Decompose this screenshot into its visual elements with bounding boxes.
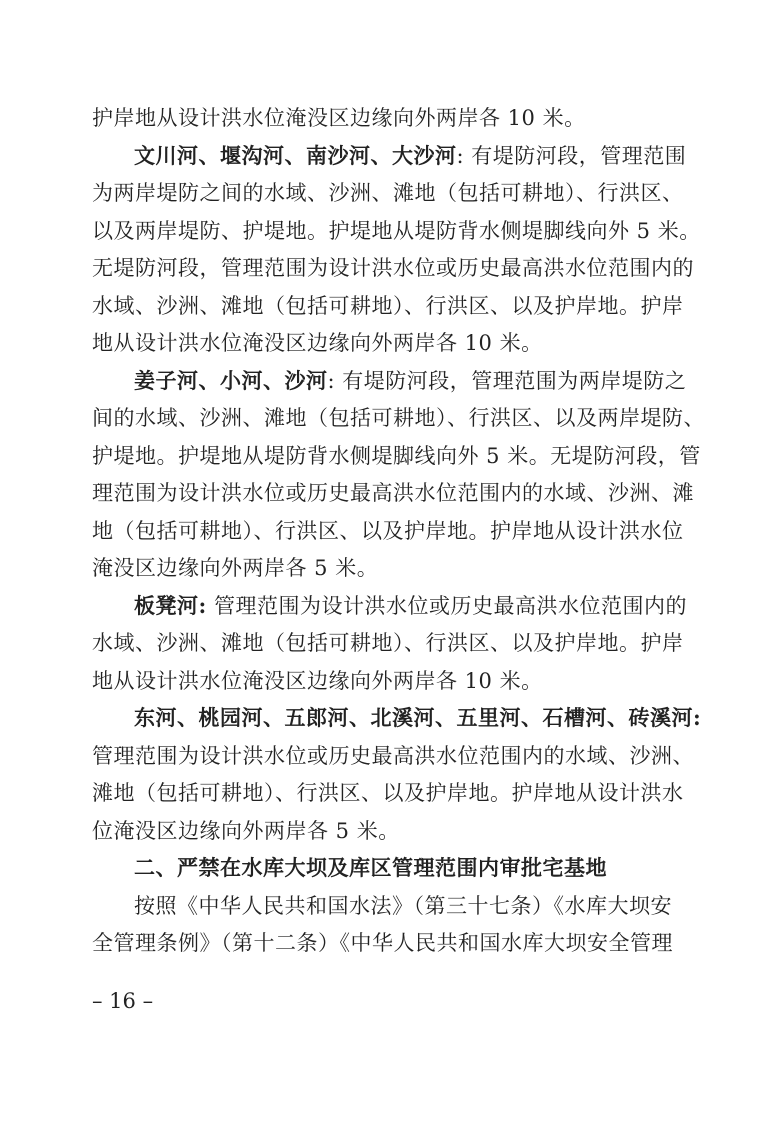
text-line: 理范围为设计洪水位或历史最高洪水位范围内的水域、沙洲、滩 <box>92 481 694 505</box>
text-line: 全管理条例》（第十二条）《中华人民共和国水库大坝安全管理 <box>92 931 673 955</box>
text-line: 淹没区边缘向外两岸各 5 米。 <box>92 556 379 580</box>
text-line: 以及两岸堤防、护堤地。护堤地从堤防背水侧堤脚线向外 5 米。 <box>92 218 701 243</box>
river-names: 板凳河: <box>134 592 207 618</box>
text-line: 位淹没区边缘向外两岸各 5 米。 <box>92 818 400 843</box>
text-line: 水域、沙洲、滩地（包括可耕地）、行洪区、以及护岸地。护岸 <box>92 631 684 655</box>
text-line: 滩地（包括可耕地）、行洪区、以及护岸地。护岸地从设计洪水 <box>92 781 684 805</box>
page-number: – 16 – <box>92 988 154 1013</box>
text-run: 管理范围为设计洪水位或历史最高洪水位范围内的 <box>206 593 687 618</box>
paragraph-lead <box>134 593 687 619</box>
paragraph-lead <box>134 143 686 169</box>
text-line: 地（包括可耕地）、行洪区、以及护岸地。护岸地从设计洪水位 <box>92 518 684 543</box>
section-heading: 二、严禁在水库大坝及库区管理范围内审批宅基地 <box>134 856 607 880</box>
text-line: 管理范围为设计洪水位或历史最高洪水位范围内的水域、沙洲、 <box>92 743 694 768</box>
paragraph-lead <box>134 368 686 394</box>
text-line: 护堤地。护堤地从堤防背水侧堤脚线向外 5 米。无堤防河段，管 <box>92 443 701 468</box>
text-line: 间的水域、沙洲、滩地（包括可耕地）、行洪区、以及两岸堤防、 <box>92 406 705 430</box>
text-line: 为两岸堤防之间的水域、沙洲、滩地（包括可耕地）、行洪区、 <box>92 181 684 205</box>
text-run: : 有堤防河段，管理范围 <box>456 143 687 168</box>
text-run: : 有堤防河段，管理范围为两岸堤防之 <box>327 368 687 393</box>
river-names: 文川河、堰沟河、南沙河、大沙河 <box>134 142 457 168</box>
text-line: 护岸地从设计洪水位淹没区边缘向外两岸各 10 米。 <box>92 106 586 130</box>
text-line: 地从设计洪水位淹没区边缘向外两岸各 10 米。 <box>92 331 543 355</box>
text-line: 水域、沙洲、滩地（包括可耕地）、行洪区、以及护岸地。护岸 <box>92 293 684 318</box>
text-line: 地从设计洪水位淹没区边缘向外两岸各 10 米。 <box>92 668 543 693</box>
river-names: 东河、桃园河、五郎河、北溪河、五里河、石槽河、砖溪河: <box>134 705 702 730</box>
text-line: 按照《中华人民共和国水法》（第三十七条）《水库大坝安 <box>134 893 672 918</box>
river-names: 姜子河、小河、沙河 <box>134 367 328 393</box>
text-line: 无堤防河段，管理范围为设计洪水位或历史最高洪水位范围内的 <box>92 256 694 280</box>
